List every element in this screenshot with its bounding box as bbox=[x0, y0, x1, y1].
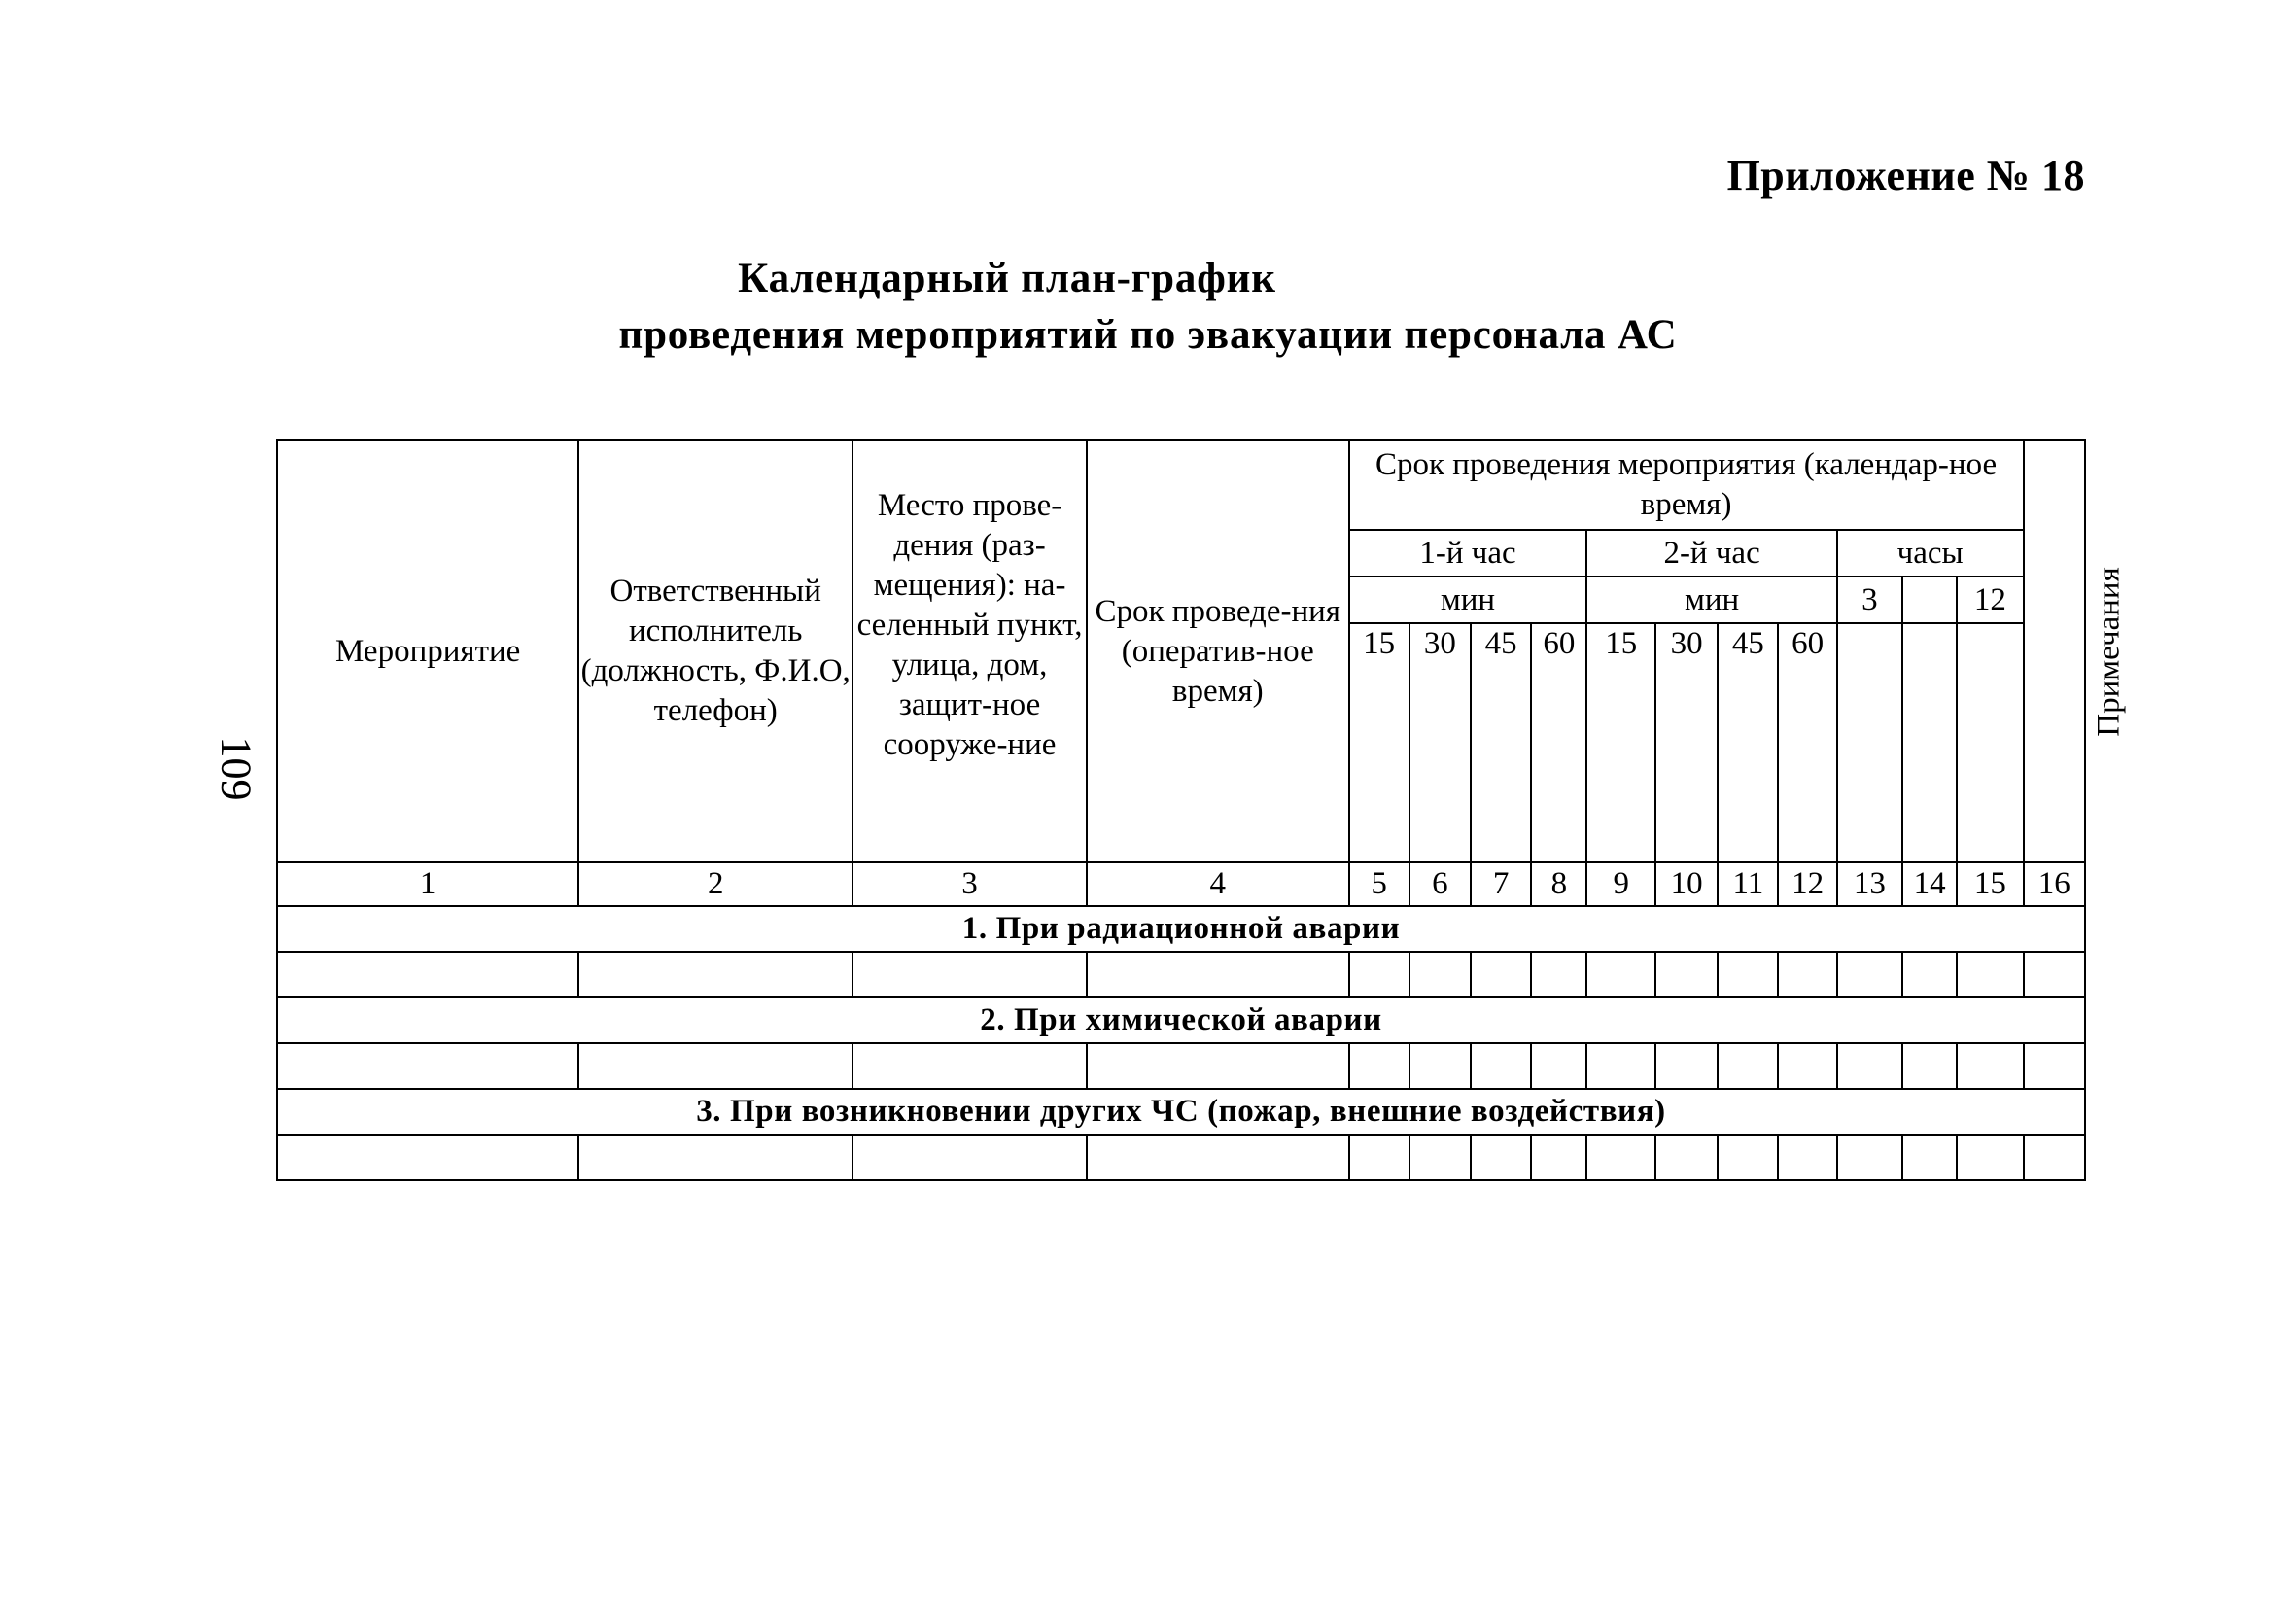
header-place: Место прове-дения (раз-мещения): на-селенный пункт, улица, дом, защит-ное сооруже-ние bbox=[852, 440, 1087, 862]
table-cell bbox=[1409, 952, 1471, 997]
table-cell bbox=[1531, 1043, 1586, 1089]
table-cell bbox=[1586, 1135, 1654, 1180]
column-number: 5 bbox=[1349, 862, 1409, 906]
empty-data-row bbox=[277, 1043, 2085, 1089]
table-cell bbox=[1718, 1135, 1778, 1180]
header-notes bbox=[2024, 440, 2127, 862]
table-cell bbox=[1902, 952, 1957, 997]
table-cell bbox=[1409, 1043, 1471, 1089]
header-activity: Мероприятие bbox=[277, 440, 578, 862]
table-cell bbox=[277, 1135, 578, 1180]
table-cell bbox=[578, 952, 852, 997]
minute-mark: 60 bbox=[1531, 623, 1586, 862]
column-number-row bbox=[277, 862, 2085, 906]
header-min-1: мин bbox=[1349, 577, 1587, 623]
header-hours: часы bbox=[1837, 530, 2024, 577]
column-number: 4 bbox=[1087, 862, 1349, 906]
hour-cell-blank bbox=[1902, 623, 1957, 862]
table-cell bbox=[1087, 952, 1349, 997]
column-number: 9 bbox=[1586, 862, 1654, 906]
table-cell bbox=[1349, 952, 1409, 997]
table-cell bbox=[1349, 1135, 1409, 1180]
table-cell bbox=[1778, 1135, 1836, 1180]
table-cell bbox=[1778, 1043, 1836, 1089]
table-cell bbox=[852, 1043, 1087, 1089]
minute-mark: 30 bbox=[1655, 623, 1718, 862]
minute-mark: 15 bbox=[1349, 623, 1409, 862]
table-cell bbox=[1087, 1135, 1349, 1180]
table-cell bbox=[277, 952, 578, 997]
column-number: 8 bbox=[1531, 862, 1586, 906]
table-cell bbox=[1655, 1135, 1718, 1180]
table-cell bbox=[2024, 1135, 2085, 1180]
section-title: 1. При радиационной аварии bbox=[277, 906, 2085, 952]
column-number: 16 bbox=[2024, 862, 2085, 906]
table-cell bbox=[578, 1135, 852, 1180]
table-cell bbox=[2024, 1043, 2085, 1089]
header-row-1 bbox=[277, 440, 2085, 530]
column-number: 13 bbox=[1837, 862, 1902, 906]
table-cell bbox=[1586, 952, 1654, 997]
table-cell bbox=[1837, 1135, 1902, 1180]
header-notes-label: Примечания bbox=[2091, 566, 2127, 737]
page-number: 109 bbox=[212, 736, 261, 801]
column-number: 12 bbox=[1778, 862, 1836, 906]
section-row bbox=[277, 1089, 2085, 1135]
header-calendar-time: Срок проведения мероприятия (календар-ное время) bbox=[1349, 440, 2024, 530]
column-number: 7 bbox=[1471, 862, 1531, 906]
schedule-table bbox=[276, 439, 2127, 1181]
minute-mark: 60 bbox=[1778, 623, 1836, 862]
minute-mark: 45 bbox=[1718, 623, 1778, 862]
header-min-2: мин bbox=[1586, 577, 1836, 623]
section-title: 3. При возникновении других ЧС (пожар, внешние воздействия) bbox=[277, 1089, 2085, 1135]
table-cell bbox=[1471, 952, 1531, 997]
header-hour-12: 12 bbox=[1957, 577, 2023, 623]
column-number: 6 bbox=[1409, 862, 1471, 906]
table-cell bbox=[1531, 1135, 1586, 1180]
table-cell bbox=[1718, 1043, 1778, 1089]
document-title bbox=[0, 251, 2296, 364]
table-cell bbox=[852, 952, 1087, 997]
hour-cell-3 bbox=[1837, 623, 1902, 862]
table-cell bbox=[277, 1043, 578, 1089]
section-row bbox=[277, 997, 2085, 1043]
header-hour-3: 3 bbox=[1837, 577, 1902, 623]
table-cell bbox=[1902, 1043, 1957, 1089]
header-operative-time: Срок проведе-ния (оператив-ное время) bbox=[1087, 440, 1349, 862]
minute-mark: 15 bbox=[1586, 623, 1654, 862]
table-cell bbox=[1531, 952, 1586, 997]
header-responsible: Ответственный исполнитель (должность, Ф.И.О, телефон) bbox=[578, 440, 852, 862]
table-cell bbox=[1409, 1135, 1471, 1180]
table-cell bbox=[1902, 1135, 1957, 1180]
table-cell bbox=[1655, 952, 1718, 997]
table-cell bbox=[578, 1043, 852, 1089]
empty-data-row bbox=[277, 952, 2085, 997]
table-cell bbox=[1087, 1043, 1349, 1089]
table-cell bbox=[1957, 1043, 2023, 1089]
column-number: 14 bbox=[1902, 862, 1957, 906]
minute-mark: 45 bbox=[1471, 623, 1531, 862]
table-cell bbox=[1586, 1043, 1654, 1089]
column-number: 1 bbox=[277, 862, 578, 906]
table-cell bbox=[1778, 952, 1836, 997]
header-hour-1: 1-й час bbox=[1349, 530, 1587, 577]
column-number: 3 bbox=[852, 862, 1087, 906]
table-cell bbox=[1837, 952, 1902, 997]
table-cell bbox=[1957, 1135, 2023, 1180]
header-hour-blank bbox=[1902, 577, 1957, 623]
column-number: 10 bbox=[1655, 862, 1718, 906]
section-row bbox=[277, 906, 2085, 952]
table-cell bbox=[852, 1135, 1087, 1180]
header-hour-2: 2-й час bbox=[1586, 530, 1836, 577]
table-cell bbox=[1837, 1043, 1902, 1089]
title-line-1: Календарный план-график bbox=[738, 256, 1276, 301]
table-cell bbox=[1349, 1043, 1409, 1089]
table-cell bbox=[1471, 1135, 1531, 1180]
column-number: 11 bbox=[1718, 862, 1778, 906]
table-cell bbox=[2024, 952, 2085, 997]
empty-data-row bbox=[277, 1135, 2085, 1180]
hour-cell-12 bbox=[1957, 623, 2023, 862]
section-title: 2. При химической аварии bbox=[277, 997, 2085, 1043]
table-cell bbox=[1655, 1043, 1718, 1089]
table-cell bbox=[1471, 1043, 1531, 1089]
appendix-label: Приложение № 18 bbox=[1726, 152, 2085, 199]
column-number: 15 bbox=[1957, 862, 2023, 906]
minute-mark: 30 bbox=[1409, 623, 1471, 862]
table-cell bbox=[1957, 952, 2023, 997]
title-line-2: проведения мероприятий по эвакуации персонала АС bbox=[618, 312, 1678, 358]
column-number: 2 bbox=[578, 862, 852, 906]
table-cell bbox=[1718, 952, 1778, 997]
